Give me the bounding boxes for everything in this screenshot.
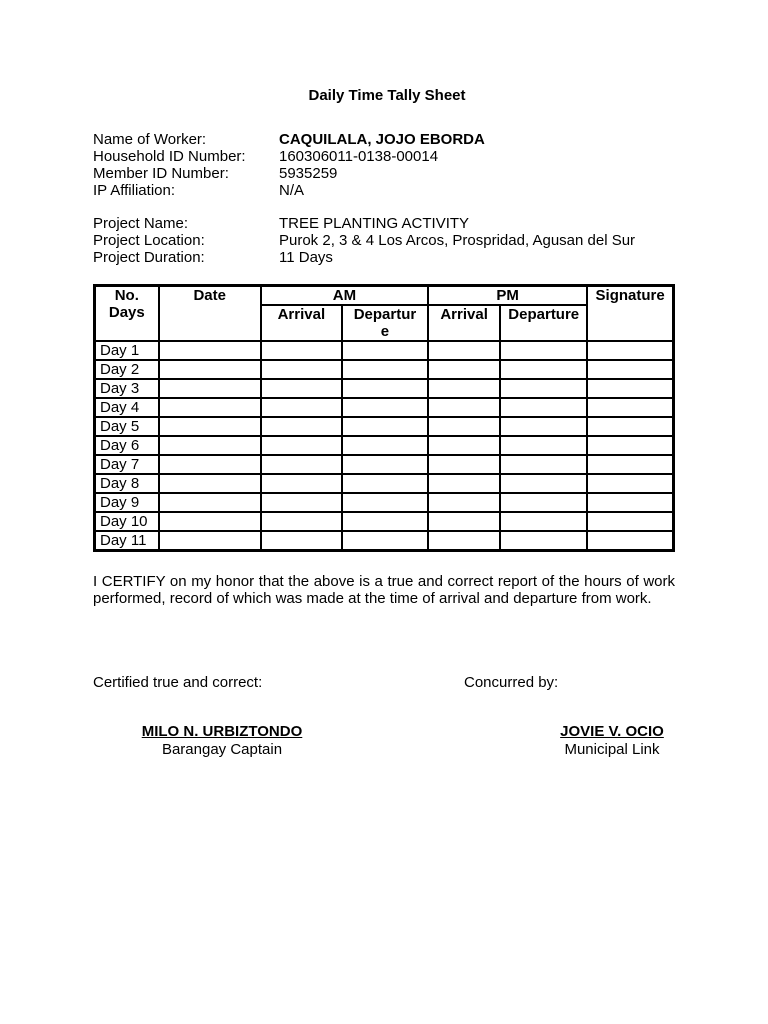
day-label: Day 10 bbox=[95, 512, 159, 531]
signatory-left bbox=[122, 723, 322, 759]
date-cell bbox=[159, 512, 261, 531]
project-location-label: Project Location: bbox=[93, 232, 205, 249]
pm-departure-cell bbox=[500, 474, 587, 493]
table-row bbox=[95, 379, 674, 398]
signature-cell bbox=[587, 474, 673, 493]
am-departure-cell bbox=[342, 398, 428, 417]
table-row bbox=[95, 474, 674, 493]
ip-affiliation-row bbox=[93, 182, 693, 199]
signature-cell bbox=[587, 512, 673, 531]
pm-departure-cell bbox=[500, 455, 587, 474]
household-id-row bbox=[93, 148, 693, 165]
pm-departure-cell bbox=[500, 341, 587, 360]
header-no-days: No. Days bbox=[95, 286, 159, 342]
am-departure-cell bbox=[342, 417, 428, 436]
project-duration-row bbox=[93, 249, 693, 266]
table-row bbox=[95, 417, 674, 436]
certified-label: Certified true and correct: bbox=[93, 674, 263, 691]
day-label: Day 3 bbox=[95, 379, 159, 398]
table-header-row bbox=[95, 286, 674, 306]
header-signature: Signature bbox=[587, 286, 673, 342]
am-departure-cell bbox=[342, 436, 428, 455]
signatory-left-position: Barangay Captain bbox=[161, 741, 283, 758]
table-row bbox=[95, 341, 674, 360]
am-arrival-cell bbox=[261, 512, 342, 531]
worker-info bbox=[93, 131, 693, 199]
signatory-right-name: JOVIE V. OCIO bbox=[560, 723, 664, 740]
pm-arrival-cell bbox=[428, 417, 500, 436]
member-id-label: Member ID Number: bbox=[93, 165, 229, 182]
project-location-value: Purok 2, 3 & 4 Los Arcos, Prospridad, Agusan del Sur bbox=[279, 232, 636, 249]
table-row bbox=[95, 436, 674, 455]
am-arrival-cell bbox=[261, 436, 342, 455]
pm-departure-cell bbox=[500, 512, 587, 531]
am-arrival-cell bbox=[261, 417, 342, 436]
signature-cell bbox=[587, 398, 673, 417]
project-name-row bbox=[93, 215, 693, 232]
day-label: Day 1 bbox=[95, 341, 159, 360]
worker-name-label: Name of Worker: bbox=[93, 131, 207, 148]
concurred-label: Concurred by: bbox=[464, 674, 559, 691]
table-row bbox=[95, 531, 674, 551]
pm-departure-cell bbox=[500, 417, 587, 436]
day-label: Day 7 bbox=[95, 455, 159, 474]
signature-cell bbox=[587, 436, 673, 455]
am-departure-cell bbox=[342, 512, 428, 531]
project-name-value: TREE PLANTING ACTIVITY bbox=[279, 215, 470, 232]
worker-name-value: CAQUILALA, JOJO EBORDA bbox=[279, 131, 485, 148]
header-date: Date bbox=[159, 286, 261, 342]
am-arrival-cell bbox=[261, 531, 342, 551]
header-pm-arrival: Arrival bbox=[428, 305, 500, 341]
signatory-right bbox=[532, 723, 692, 759]
date-cell bbox=[159, 398, 261, 417]
project-info bbox=[93, 215, 693, 266]
pm-arrival-cell bbox=[428, 474, 500, 493]
header-pm: PM bbox=[428, 286, 587, 306]
am-departure-cell bbox=[342, 341, 428, 360]
table-row bbox=[95, 455, 674, 474]
am-arrival-cell bbox=[261, 360, 342, 379]
pm-arrival-cell bbox=[428, 360, 500, 379]
pm-departure-cell bbox=[500, 379, 587, 398]
ip-affiliation-label: IP Affiliation: bbox=[93, 182, 176, 199]
certification-statement: I CERTIFY on my honor that the above is a true and correct report of the hours of work performed, record of which was made at the time of arrival and departure from work. bbox=[93, 573, 675, 607]
signatory-right-position: Municipal Link bbox=[564, 741, 660, 758]
project-location-row bbox=[93, 232, 693, 249]
pm-departure-cell bbox=[500, 531, 587, 551]
pm-arrival-cell bbox=[428, 493, 500, 512]
day-label: Day 5 bbox=[95, 417, 159, 436]
pm-arrival-cell bbox=[428, 436, 500, 455]
project-duration-label: Project Duration: bbox=[93, 249, 205, 266]
worker-name-row bbox=[93, 131, 693, 148]
day-label: Day 8 bbox=[95, 474, 159, 493]
pm-departure-cell bbox=[500, 436, 587, 455]
am-arrival-cell bbox=[261, 398, 342, 417]
pm-arrival-cell bbox=[428, 512, 500, 531]
header-am-departure bbox=[342, 305, 428, 341]
project-duration-value: 11 Days bbox=[279, 249, 333, 266]
project-name-label: Project Name: bbox=[93, 215, 189, 232]
am-arrival-cell bbox=[261, 474, 342, 493]
pm-departure-cell bbox=[500, 398, 587, 417]
pm-arrival-cell bbox=[428, 379, 500, 398]
am-departure-cell bbox=[342, 360, 428, 379]
ip-affiliation-value: N/A bbox=[279, 182, 305, 199]
pm-departure-cell bbox=[500, 360, 587, 379]
signature-cell bbox=[587, 531, 673, 551]
signature-cell bbox=[587, 360, 673, 379]
pm-arrival-cell bbox=[428, 341, 500, 360]
am-departure-cell bbox=[342, 531, 428, 551]
table-row bbox=[95, 493, 674, 512]
day-label: Day 4 bbox=[95, 398, 159, 417]
header-am-arrival: Arrival bbox=[261, 305, 342, 341]
household-id-value: 160306011-0138-00014 bbox=[279, 148, 439, 165]
date-cell bbox=[159, 493, 261, 512]
signature-cell bbox=[587, 455, 673, 474]
am-departure-cell bbox=[342, 493, 428, 512]
table-row bbox=[95, 398, 674, 417]
date-cell bbox=[159, 436, 261, 455]
am-departure-cell bbox=[342, 474, 428, 493]
day-label: Day 9 bbox=[95, 493, 159, 512]
am-departure-cell bbox=[342, 379, 428, 398]
am-arrival-cell bbox=[261, 379, 342, 398]
table-body bbox=[95, 341, 674, 551]
pm-departure-cell bbox=[500, 493, 587, 512]
header-am: AM bbox=[261, 286, 428, 306]
date-cell bbox=[159, 474, 261, 493]
signature-cell bbox=[587, 341, 673, 360]
date-cell bbox=[159, 341, 261, 360]
member-id-row bbox=[93, 165, 693, 182]
time-tally-table bbox=[93, 284, 675, 552]
signature-cell bbox=[587, 379, 673, 398]
pm-arrival-cell bbox=[428, 531, 500, 551]
table-row bbox=[95, 512, 674, 531]
signatory-left-name: MILO N. URBIZTONDO bbox=[141, 723, 303, 740]
day-label: Day 6 bbox=[95, 436, 159, 455]
signature-cell bbox=[587, 417, 673, 436]
day-label: Day 2 bbox=[95, 360, 159, 379]
household-id-label: Household ID Number: bbox=[93, 148, 246, 165]
date-cell bbox=[159, 455, 261, 474]
pm-arrival-cell bbox=[428, 455, 500, 474]
am-departure-cell bbox=[342, 455, 428, 474]
date-cell bbox=[159, 379, 261, 398]
header-am-departure-text: Departure bbox=[353, 306, 417, 340]
date-cell bbox=[159, 417, 261, 436]
am-arrival-cell bbox=[261, 455, 342, 474]
pm-arrival-cell bbox=[428, 398, 500, 417]
header-pm-departure: Departure bbox=[500, 305, 587, 341]
table-row bbox=[95, 360, 674, 379]
date-cell bbox=[159, 360, 261, 379]
signature-cell bbox=[587, 493, 673, 512]
day-label: Day 11 bbox=[95, 531, 159, 551]
document-title: Daily Time Tally Sheet bbox=[308, 87, 466, 104]
date-cell bbox=[159, 531, 261, 551]
member-id-value: 5935259 bbox=[279, 165, 338, 182]
am-arrival-cell bbox=[261, 493, 342, 512]
am-arrival-cell bbox=[261, 341, 342, 360]
